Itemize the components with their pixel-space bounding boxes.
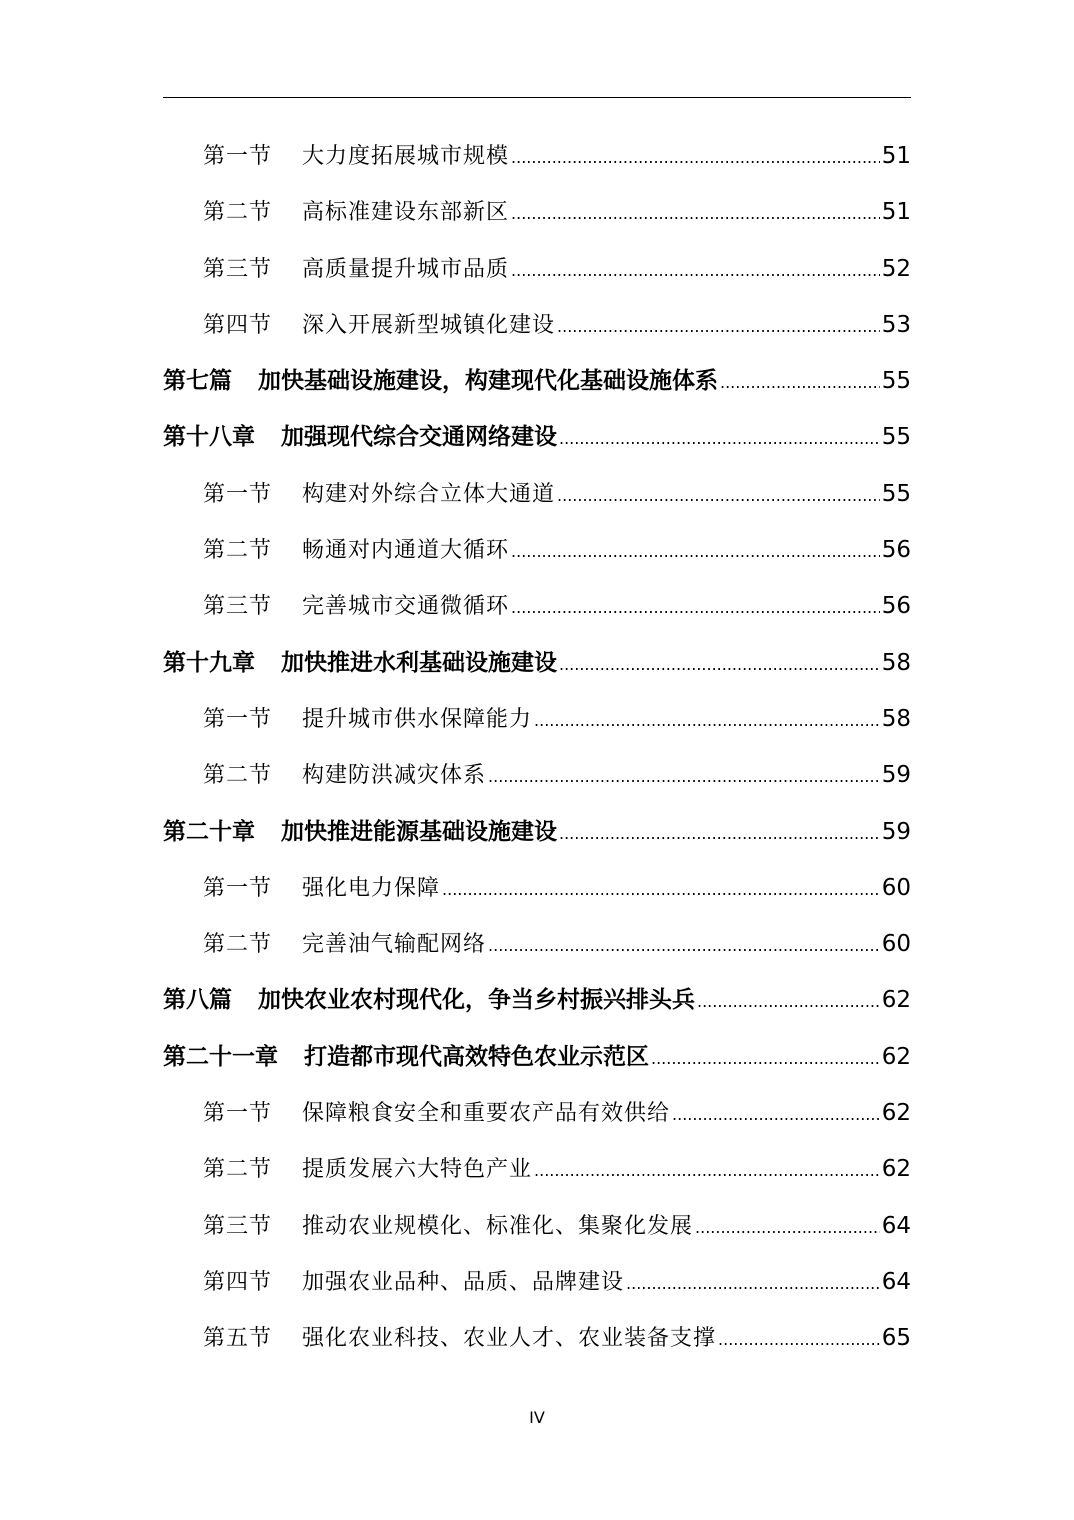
toc-entry-page-number: 58 [881, 649, 911, 676]
toc-entry-title: 高质量提升城市品质 [302, 256, 510, 282]
toc-entry-section[interactable] [163, 128, 911, 184]
toc-entry-chapter[interactable] [163, 409, 911, 465]
toc-entry-page-number: 64 [881, 1212, 911, 1239]
page-number: IV [529, 1408, 545, 1427]
toc-entry-title: 畅通对内通道大循环 [302, 538, 510, 564]
toc-entry-chapter[interactable] [163, 1029, 911, 1085]
toc-entry-section[interactable] [163, 522, 911, 578]
toc-entry-title: 加快农业农村现代化，争当乡村振兴排头兵 [258, 987, 695, 1014]
toc-entry-label: 第七篇 [163, 368, 232, 395]
toc-entry-title: 完善城市交通微循环 [302, 594, 510, 620]
toc-dot-leader [534, 693, 880, 749]
toc-dot-leader [626, 1256, 880, 1312]
toc-entry-label: 第八篇 [163, 987, 232, 1014]
toc-entry-page-number: 60 [881, 931, 911, 958]
toc-entry-page-number: 51 [881, 143, 911, 169]
toc-entry-title: 保障粮食安全和重要农产品有效供给 [302, 1101, 671, 1127]
toc-entry-section[interactable] [163, 184, 911, 240]
toc-entry-label: 第三节 [203, 1213, 273, 1239]
toc-dot-leader [488, 749, 880, 805]
toc-entry-label: 第二节 [203, 932, 273, 958]
toc-entry-title: 大力度拓展城市规模 [302, 144, 510, 169]
toc-entry-page-number: 58 [881, 705, 911, 732]
toc-entry-label: 第三节 [203, 594, 273, 620]
toc-entry-label: 第二十一章 [163, 1043, 278, 1070]
table-of-contents [163, 128, 911, 1367]
toc-entry-page-number: 62 [881, 1043, 911, 1070]
toc-entry-page-number: 52 [881, 255, 911, 282]
toc-entry-page-number: 60 [881, 874, 911, 901]
toc-entry-section[interactable] [163, 916, 911, 972]
toc-entry-label: 第四节 [203, 1269, 273, 1295]
toc-entry-title: 强化电力保障 [302, 875, 441, 901]
toc-dot-leader [695, 1200, 880, 1256]
toc-entry-label: 第十九章 [163, 649, 255, 676]
toc-entry-page-number: 59 [881, 762, 911, 789]
toc-entry-label: 第四节 [203, 312, 273, 338]
toc-entry-title: 加快推进能源基础设施建设 [281, 818, 557, 845]
toc-dot-leader [559, 411, 880, 467]
toc-entry-section[interactable] [163, 1141, 911, 1197]
toc-entry-page-number: 59 [881, 818, 911, 845]
toc-entry-title: 完善油气输配网络 [302, 932, 487, 958]
toc-entry-title: 加强农业品种、品质、品牌建设 [302, 1269, 625, 1295]
toc-entry-page-number: 55 [881, 480, 911, 507]
toc-dot-leader [442, 862, 880, 918]
toc-entry-label: 第一节 [203, 144, 273, 169]
toc-entry-page-number: 62 [881, 1156, 911, 1183]
toc-entry-section[interactable] [163, 1254, 911, 1310]
toc-entry-section[interactable] [163, 691, 911, 747]
toc-entry-page-number: 64 [881, 1268, 911, 1295]
toc-entry-title: 深入开展新型城镇化建设 [302, 312, 556, 338]
toc-dot-leader [559, 637, 880, 693]
toc-entry-title: 提升城市供水保障能力 [302, 706, 533, 732]
toc-entry-title: 加快基础设施建设，构建现代化基础设施体系 [258, 368, 718, 395]
toc-dot-leader [697, 974, 880, 1030]
toc-entry-page-number: 62 [881, 1100, 911, 1127]
toc-entry-chapter[interactable] [163, 353, 911, 409]
toc-entry-section[interactable] [163, 1085, 911, 1141]
toc-entry-label: 第二节 [203, 763, 273, 789]
toc-entry-section[interactable] [163, 466, 911, 522]
toc-entry-section[interactable] [163, 241, 911, 297]
toc-dot-leader [511, 524, 880, 580]
toc-entry-title: 推动农业规模化、标准化、集聚化发展 [302, 1213, 694, 1239]
toc-entry-label: 第一节 [203, 875, 273, 901]
toc-entry-page-number: 56 [881, 537, 911, 564]
toc-entry-label: 第三节 [203, 256, 273, 282]
toc-dot-leader [720, 355, 880, 411]
toc-entry-label: 第一节 [203, 706, 273, 732]
toc-dot-leader [557, 468, 880, 524]
toc-dot-leader [557, 299, 880, 355]
toc-entry-chapter[interactable] [163, 804, 911, 860]
toc-entry-page-number: 65 [881, 1325, 911, 1352]
toc-entry-section[interactable] [163, 747, 911, 803]
toc-dot-leader [672, 1087, 880, 1143]
toc-entry-section[interactable] [163, 860, 911, 916]
toc-dot-leader [511, 580, 880, 636]
toc-entry-title: 加强现代综合交通网络建设 [281, 424, 557, 451]
toc-entry-label: 第一节 [203, 1101, 273, 1127]
toc-entry-chapter[interactable] [163, 635, 911, 691]
toc-entry-label: 第二节 [203, 200, 273, 226]
toc-entry-title: 强化农业科技、农业人才、农业装备支撑 [302, 1326, 717, 1352]
toc-entry-label: 第五节 [203, 1326, 273, 1352]
toc-entry-title: 打造都市现代高效特色农业示范区 [304, 1043, 649, 1070]
toc-entry-section[interactable] [163, 578, 911, 634]
toc-entry-chapter[interactable] [163, 972, 911, 1028]
toc-entry-section[interactable] [163, 297, 911, 353]
toc-entry-label: 第二节 [203, 538, 273, 564]
toc-entry-section[interactable] [163, 1310, 911, 1366]
toc-entry-title: 加快推进水利基础设施建设 [281, 649, 557, 676]
toc-dot-leader [488, 918, 880, 974]
toc-dot-leader [559, 806, 880, 862]
toc-dot-leader [511, 243, 880, 299]
toc-entry-page-number: 62 [881, 987, 911, 1014]
toc-entry-page-number: 53 [881, 311, 911, 338]
toc-entry-label: 第一节 [203, 481, 273, 507]
header-rule [163, 97, 911, 98]
toc-entry-page-number: 55 [881, 368, 911, 395]
toc-dot-leader [534, 1143, 880, 1199]
toc-entry-title: 提质发展六大特色产业 [302, 1157, 533, 1183]
toc-entry-page-number: 55 [881, 424, 911, 451]
toc-entry-page-number: 51 [881, 199, 911, 226]
toc-entry-label: 第十八章 [163, 424, 255, 451]
toc-dot-leader [511, 186, 880, 242]
toc-entry-title: 构建对外综合立体大通道 [302, 481, 556, 507]
toc-dot-leader [718, 1312, 880, 1368]
toc-entry-section[interactable] [163, 1198, 911, 1254]
toc-dot-leader [511, 130, 880, 186]
toc-dot-leader [651, 1031, 880, 1087]
toc-entry-title: 高标准建设东部新区 [302, 200, 510, 226]
toc-entry-page-number: 56 [881, 593, 911, 620]
toc-entry-title: 构建防洪减灾体系 [302, 763, 487, 789]
toc-entry-label: 第二节 [203, 1157, 273, 1183]
toc-entry-label: 第二十章 [163, 818, 255, 845]
